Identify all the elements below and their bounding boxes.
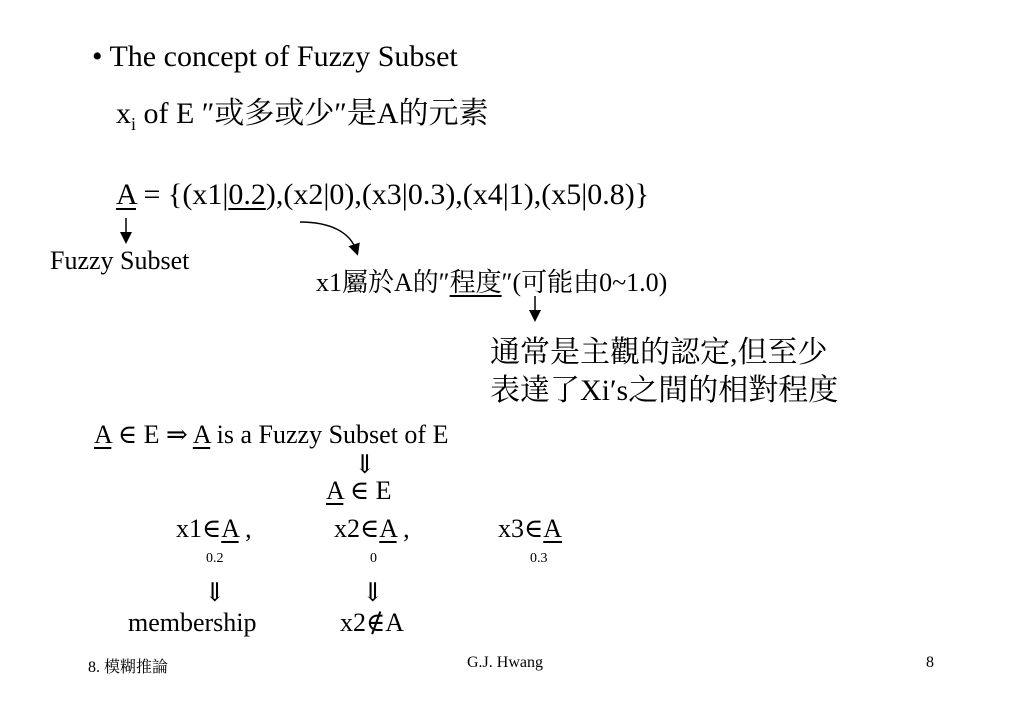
membership-x3-set: A	[543, 514, 563, 543]
relation-in-e: ∈ E ⇒	[111, 420, 193, 449]
a-in-e-a: A	[326, 476, 344, 505]
footer-author: G.J. Hwang	[467, 654, 543, 671]
arrow-to-degree-note	[300, 222, 356, 250]
relation-line	[94, 420, 448, 450]
membership-item-x1	[176, 514, 252, 544]
relation-rest: is a Fuzzy Subset of E	[210, 420, 449, 449]
xi-x: x	[116, 97, 131, 130]
set-def-degree: 0.2	[228, 178, 266, 211]
not-in-label: x2∉A	[340, 608, 405, 637]
subjective-note	[490, 334, 838, 410]
membership-x2-sep: ,	[396, 514, 410, 543]
degree-note-post: ″(可能由0~1.0)	[501, 268, 668, 297]
footer-chapter: 8. 模糊推論	[88, 659, 169, 676]
set-def-rest: ),(x2|0),(x3|0.3),(x4|1),(x5|0.8)}	[265, 178, 650, 211]
fuzzy-subset-label: Fuzzy Subset	[50, 246, 190, 275]
implies-down-arrow: ⇓	[354, 450, 376, 479]
membership-x1-label: x1∈	[176, 514, 222, 543]
a-in-e-rest: ∈ E	[343, 476, 392, 505]
membership-down-arrow: ⇓	[204, 578, 226, 607]
membership-item-x3	[498, 514, 562, 544]
xi-subscript: i	[131, 114, 137, 134]
degree-note	[316, 262, 667, 299]
footer-page-number: 8	[926, 654, 934, 671]
relation-a2: A	[192, 420, 211, 449]
membership-x2-set: A	[379, 514, 397, 543]
membership-x2-label: x2∈	[334, 514, 380, 543]
a-in-e	[326, 476, 391, 506]
membership-item-x2	[334, 514, 410, 544]
subjective-note-line2: 表達了Xi′s之間的相對程度	[490, 374, 839, 407]
membership-degree-x2: 0	[370, 551, 377, 566]
membership-x3-label: x3∈	[498, 514, 544, 543]
subtitle-rest: of E ″或多或少″是A的元素	[136, 97, 489, 130]
membership-degree-x3: 0.3	[530, 551, 548, 566]
subjective-note-line1: 通常是主觀的認定,但至少	[490, 336, 828, 369]
membership-degree-x1: 0.2	[206, 551, 224, 566]
membership-x1-sep: ,	[238, 514, 252, 543]
set-a-symbol: A	[116, 178, 137, 211]
slide-title: The concept of Fuzzy Subset	[109, 40, 458, 73]
set-def-eq: = {(x1|	[136, 178, 229, 211]
membership-x1-set: A	[221, 514, 239, 543]
degree-note-pre: x1屬於A的″	[316, 268, 450, 297]
membership-label: membership	[128, 608, 257, 637]
relation-a1: A	[94, 420, 112, 449]
bullet: •	[92, 40, 103, 73]
degree-word: 程度	[449, 268, 502, 297]
not-in-down-arrow: ⇓	[362, 578, 384, 607]
